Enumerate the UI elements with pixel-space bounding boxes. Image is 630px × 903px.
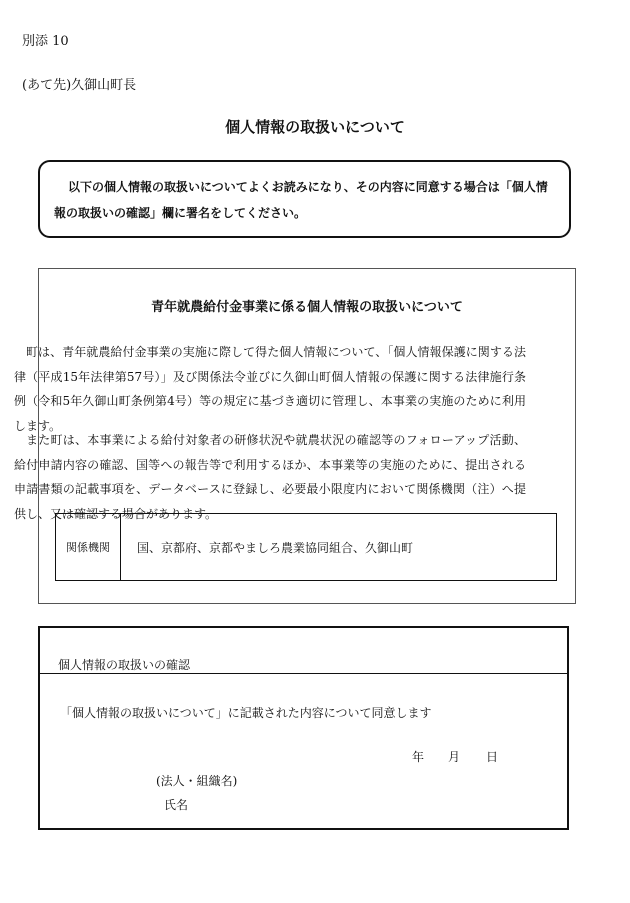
info-title: 青年就農給付金事業に係る個人情報の取扱いについて <box>151 300 463 315</box>
date-day-label: 日 <box>486 750 499 764</box>
agency-value: 国、京都府、京都やましろ農業協同組合、久御山町 <box>137 540 414 555</box>
date-month-label: 月 <box>448 750 461 764</box>
consent-statement: 「個人情報の取扱いについて」に記載された内容について同意します <box>60 706 432 720</box>
notice-box <box>38 160 571 238</box>
date-year-label: 年 <box>412 750 425 764</box>
addressee: (あて先)久御山町長 <box>22 78 137 93</box>
confirmation-section <box>38 626 569 830</box>
notice-text: 以下の個人情報の取扱いについてよくお読みになり、その内容に同意する場合は「個人情報の取扱いの確認」欄に署名をしてください。 <box>54 180 548 220</box>
agency-label: 関係機関 <box>56 514 121 580</box>
page-title: 個人情報の取扱いについて <box>225 118 405 136</box>
annex-label: 別添 10 <box>22 34 69 49</box>
agency-table <box>55 513 557 581</box>
info-paragraph-2: また町は、本事業による給付対象者の研修状況や就農状況の確認等のフォローアップ活動、給付申請内容の確認、国等への報告等で利用するほか、本事業等の実施のために、提出される申請書類の記載事項を、データベースに登録し、必要最小限度内において関係機関（注）へ提供し、又は確認する場合があります。 <box>14 433 526 521</box>
signature-name-label: 氏名 <box>164 798 189 812</box>
confirmation-heading: 個人情報の取扱いの確認 <box>40 628 567 674</box>
corporation-name-label: (法人・組織名) <box>156 774 238 788</box>
info-paragraph-1: 町は、青年就農給付金事業の実施に際して得た個人情報について、「個人情報保護に関する法律（平成15年法律第57号）」及び関係法令並びに久御山町個人情報の保護に関する法律施行条例（令和5年久御山町条例第4号）等の規定に基づき適切に管理し、本事業の実施のために利用します。 <box>14 345 526 433</box>
